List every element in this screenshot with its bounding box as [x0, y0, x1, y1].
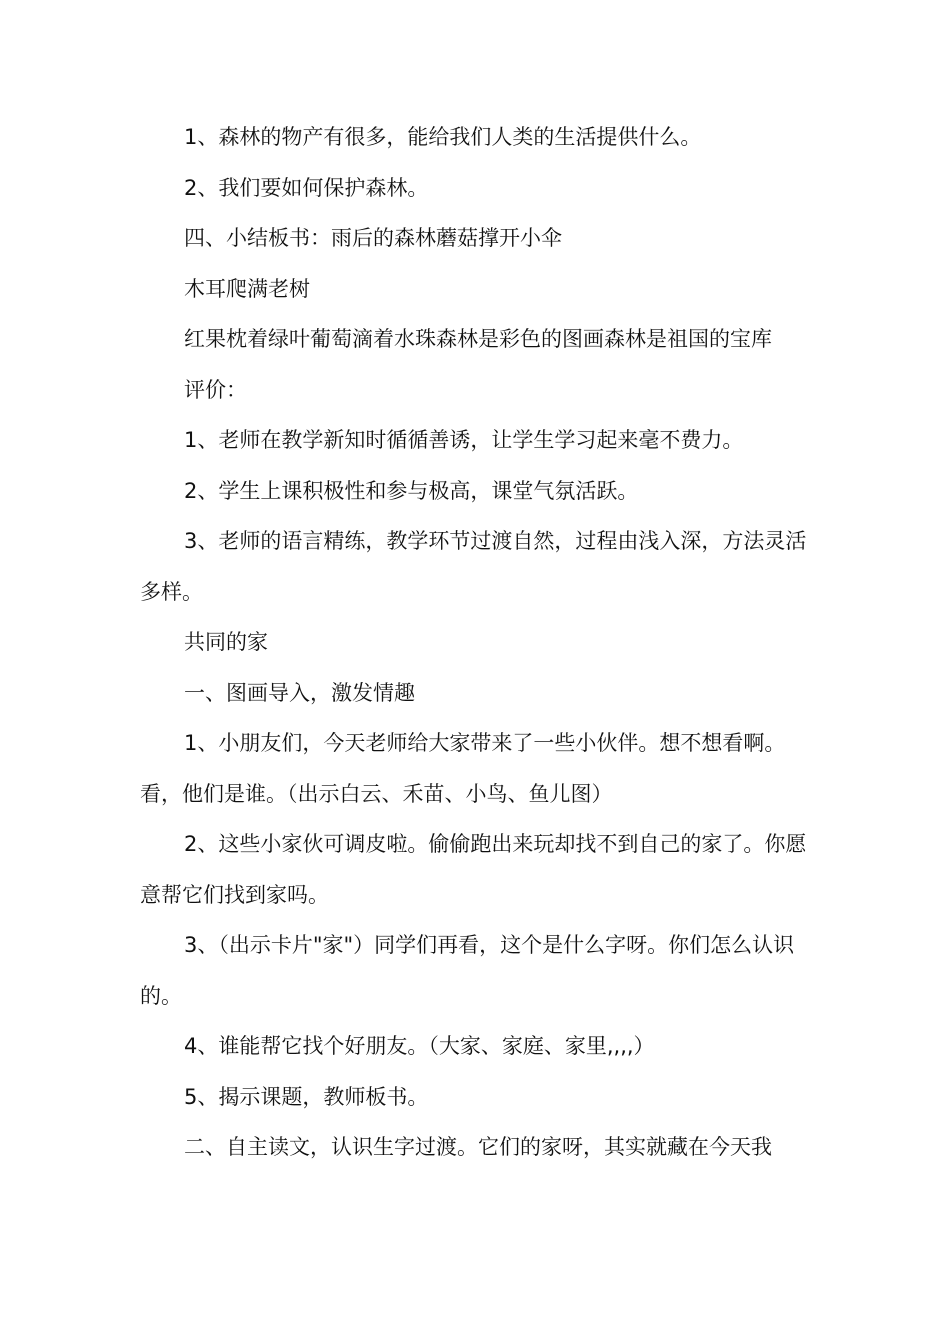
document-body: [140, 112, 822, 1173]
section-heading: 二、自主读文，认识生字过渡。它们的家呀，其实就藏在今天我: [184, 1135, 772, 1159]
lesson-title: 共同的家: [184, 630, 268, 654]
section-heading: 四、小结板书：雨后的森林蘑菇撑开小伞: [184, 226, 562, 250]
paragraph: 2、我们要如何保护森林。: [184, 175, 429, 200]
paragraph: 2、这些小家伙可调皮啦。偷偷跑出来玩却找不到自己的家了。你愿意帮它们找到家吗。: [140, 832, 807, 907]
paragraph: 4、谁能帮它找个好朋友。（大家、家庭、家里,,,,）: [184, 1034, 655, 1058]
paragraph: 2、学生上课积极性和参与极高，课堂气氛活跃。: [184, 478, 639, 503]
paragraph: 1、森林的物产有很多，能给我们人类的生活提供什么。: [184, 125, 702, 149]
paragraph: 木耳爬满老树: [184, 276, 310, 301]
paragraph: 评价：: [184, 377, 247, 402]
paragraph: 1、小朋友们，今天老师给大家带来了一些小伙伴。想不想看啊。看，他们是谁。（出示白云、禾苗、小鸟、鱼儿图）: [140, 731, 786, 806]
section-heading: 一、图画导入，激发情趣: [184, 680, 415, 705]
paragraph: 1、老师在教学新知时循循善诱，让学生学习起来毫不费力。: [184, 428, 744, 452]
paragraph: 3、（出示卡片"家"）同学们再看，这个是什么字呀。你们怎么认识的。: [140, 933, 795, 1008]
paragraph: 3、老师的语言精练，教学环节过渡自然，过程由浅入深，方法灵活多样。: [140, 529, 807, 604]
paragraph: 5、揭示课题，教师板书。: [184, 1084, 429, 1109]
paragraph: 红果枕着绿叶葡萄滴着水珠森林是彩色的图画森林是祖国的宝库: [184, 327, 772, 351]
